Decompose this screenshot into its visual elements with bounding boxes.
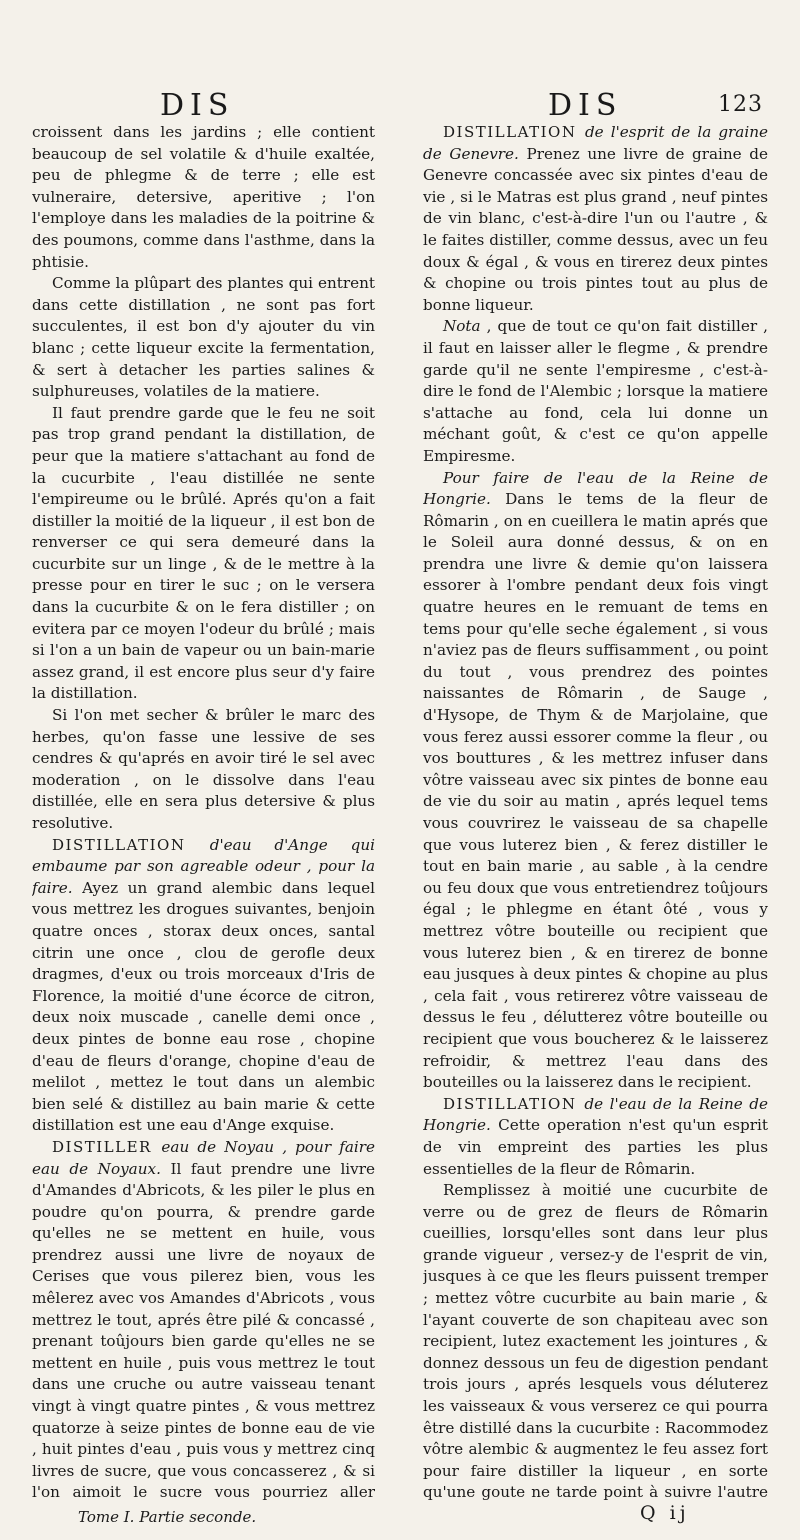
italic-text: de l'esprit de la graine de Genevre. <box>423 123 768 163</box>
entry-heading: DISTILLATION <box>443 123 585 141</box>
paragraph <box>423 122 768 316</box>
paragraph-text: Dans le tems de la fleur de Rômarin , on en cueillera le matin aprés que le Soleil aura donné dessus, & on en prendra une livre & demie qu'on laissera essorer à l'ombre pendant deux fois vingt quatre heures en le remuant de tems en tems pour qu'elle seche également , si vous n'aviez pas de fleurs suffisamment , ou point du tout , vous prendrez des pointes naissantes de Rômarin , de Sauge , d'Hysope, de Thym & de Marjolaine, que vous ferez aussi essorer comme la fleur , ou vos bouttures , & les mettrez infuser dans vôtre vaisseau avec six pintes de bonne eau de vie du soir au matin , aprés lequel tems vous couvrirez le vaisseau de sa chapelle que vous luterez bien , & ferez distiller le tout en bain marie , au sable , à la cendre ou feu doux que vous entretiendrez toûjours égal ; le phlegme en étant ôté , vous y mettrez vôtre bouteille ou recipient que vous luterez bien , & en tirerez de bonne eau jusques à deux pintes & chopine au plus , cela fait , vous retirerez vôtre vaisseau de dessus le feu , délutterez vôtre bouteille ou recipient que vous boucherez & le laisserez refroidir, & mettrez l'eau dans des bouteilles ou la laisserez dans le recipient. <box>423 490 768 1092</box>
paragraph <box>32 122 375 273</box>
entry-heading: DISTILLER <box>52 1137 162 1156</box>
paragraph-text: Comme la plûpart des plantes qui entrent dans cette distillation , ne sont pas fort succulentes, il est bon d'y ajouter du vin blanc ; cette liqueur excite la fermentation, & sert à detacher les parties salines & sulphureuses, volatiles de la matiere. <box>32 274 375 401</box>
italic-text: Pour faire de l'eau de la Reine de Hongrie. <box>423 468 768 509</box>
running-head <box>0 88 800 122</box>
paragraph <box>423 1094 768 1180</box>
italic-text: d'eau d'Ange qui embaume par son agreable odeur , pour la faire. <box>32 835 375 897</box>
paragraph-text: Il faut prendre une livre d'Amandes d'Abricots, & les piler le plus en poudre qu'on pourra, & prendre garde qu'elles ne se mettent en huile, vous prendrez aussi une livre de noyaux de Cerises que vous pilerez bien, vous les mêlerez avec vos Amandes d'Abricots , vous mettrez le tout, aprés être pilé & concassé , prenant toûjours bien garde qu'elles ne se mettent en huile , puis vous mettrez le tout dans une cruche ou autre vaisseau tenant vingt à vingt quatre pintes , & vous mettrez quatorze à seize pintes de bonne eau de vie , huit pintes d'eau , puis vous y mettrez cinq livres de sucre, que vous concasserez , & si l'on aimoit le sucre vous pourriez aller <box>32 1159 375 1500</box>
right-column <box>423 122 768 1500</box>
entry-heading: DISTILLATION <box>52 835 210 854</box>
signature-mark: Q ij <box>640 1502 690 1524</box>
paragraph <box>423 1180 768 1500</box>
paragraph-text: Cette operation n'est qu'un esprit de vin empreint des parties les plus essentielles de la fleur de Rômarin. <box>423 1116 768 1178</box>
entry-heading: DISTILLATION <box>443 1094 585 1113</box>
italic-text: Nota <box>443 317 481 336</box>
volume-note: Tome I. Partie seconde. <box>78 1508 257 1526</box>
page-footer <box>0 1502 800 1528</box>
paragraph <box>32 403 375 705</box>
paragraph-text: Il faut prendre garde que le feu ne soit pas trop grand pendant la distillation, de peur que la matiere s'attachant au fond de la cucurbite , l'eau distillée ne sente l'empireume ou le brûlé. Aprés qu'on a fait distiller la moitié de la liqueur , il est bon de renverser ce qui sera demeuré dans la cucurbite sur un linge , & de le mettre à la presse pour en tirer le suc ; on le versera dans la cucurbite & on le fera distiller ; on evitera par ce moyen l'odeur du brûlé ; mais si l'on a un bain de vapeur ou un bain-marie assez grand, il est encore plus seur d'y faire la distillation. <box>32 403 375 703</box>
running-head-left: DIS <box>160 88 235 123</box>
paragraph <box>32 1137 375 1500</box>
paragraph <box>423 468 768 1094</box>
paragraph-text: Prenez une livre de graine de Genevre concassée avec six pintes d'eau de vie , si le Matras est plus grand , neuf pintes de vin blanc, c'est-à-dire l'un ou l'autre , & le faites distiller, comme dessus, avec un feu doux & égal , & vous en tirerez deux pintes & chopine ou trois pintes tout au plus de bonne liqueur. <box>423 144 768 314</box>
left-column <box>32 122 375 1500</box>
paragraph-text: croissent dans les jardins ; elle contient beaucoup de sel volatile & d'huile exaltée, peu de phlegme & de terre ; elle est vulneraire, detersive, aperitive ; l'on l'employe dans les maladies de la poitrine & des poumons, comme dans l'asthme, dans la phtisie. <box>32 123 375 271</box>
page-number: 123 <box>718 92 763 117</box>
paragraph <box>32 705 375 835</box>
paragraph-text: Remplissez à moitié une cucurbite de verre ou de grez de fleurs de Rômarin cueillies, lorsqu'elles sont dans leur plus grande vigueur , versez-y de l'esprit de vin, jusques à ce que les fleurs puissent tremper ; mettez vôtre cucurbite au bain marie , & l'ayant couverte de son chapiteau avec son recipient, lutez exactement les jointures , & donnez dessous un feu de digestion pendant trois jours , aprés lesquels vous déluterez les vaisseaux & vous verserez ce qui pourra être distillé dans la cucurbite : Racommodez vôtre alembic & augmentez le feu assez fort pour faire distiller la liqueur , en sorte qu'une goute ne tarde point à suivre l'autre <box>423 1181 768 1500</box>
italic-text: eau de Noyau , pour faire eau de Noyaux. <box>32 1137 375 1178</box>
paragraph <box>32 835 375 1137</box>
italic-text: de l'eau de la Reine de Hongrie. <box>423 1094 768 1135</box>
paragraph <box>423 316 768 467</box>
running-head-right: DIS <box>548 88 623 123</box>
paragraph <box>32 273 375 403</box>
paragraph-text: Si l'on met secher & brûler le marc des herbes, qu'on fasse une lessive de ses cendres & qu'aprés en avoir tiré le sel avec moderation , on le dissolve dans l'eau distillée, elle en sera plus detersive & plus resolutive. <box>32 706 375 832</box>
paragraph-text: , que de tout ce qu'on fait distiller , il faut en laisser aller le flegme , & prendre garde qu'il ne sente l'empiresme , c'est-à-dire le fond de l'Alembic ; lorsque la matiere s'attache au fond, cela lui donne un méchant goût, & c'est ce qu'on appelle Empiresme. <box>423 317 768 465</box>
paragraph-text: Ayez un grand alembic dans lequel vous mettrez les drogues suivantes, benjoin quatre onces , storax deux onces, santal citrin une once , clou de gerofle deux dragmes, d'eux ou trois morceaux d'Iris de Florence, la moitié d'une écorce de citron, deux noix muscade , canelle demi once , deux pintes de bonne eau rose , chopine d'eau de fleurs d'orange, chopine d'eau de melilot , mettez le tout dans un alembic bien selé & distillez au bain marie & cette distillation est une eau d'Ange exquise. <box>32 878 375 1135</box>
